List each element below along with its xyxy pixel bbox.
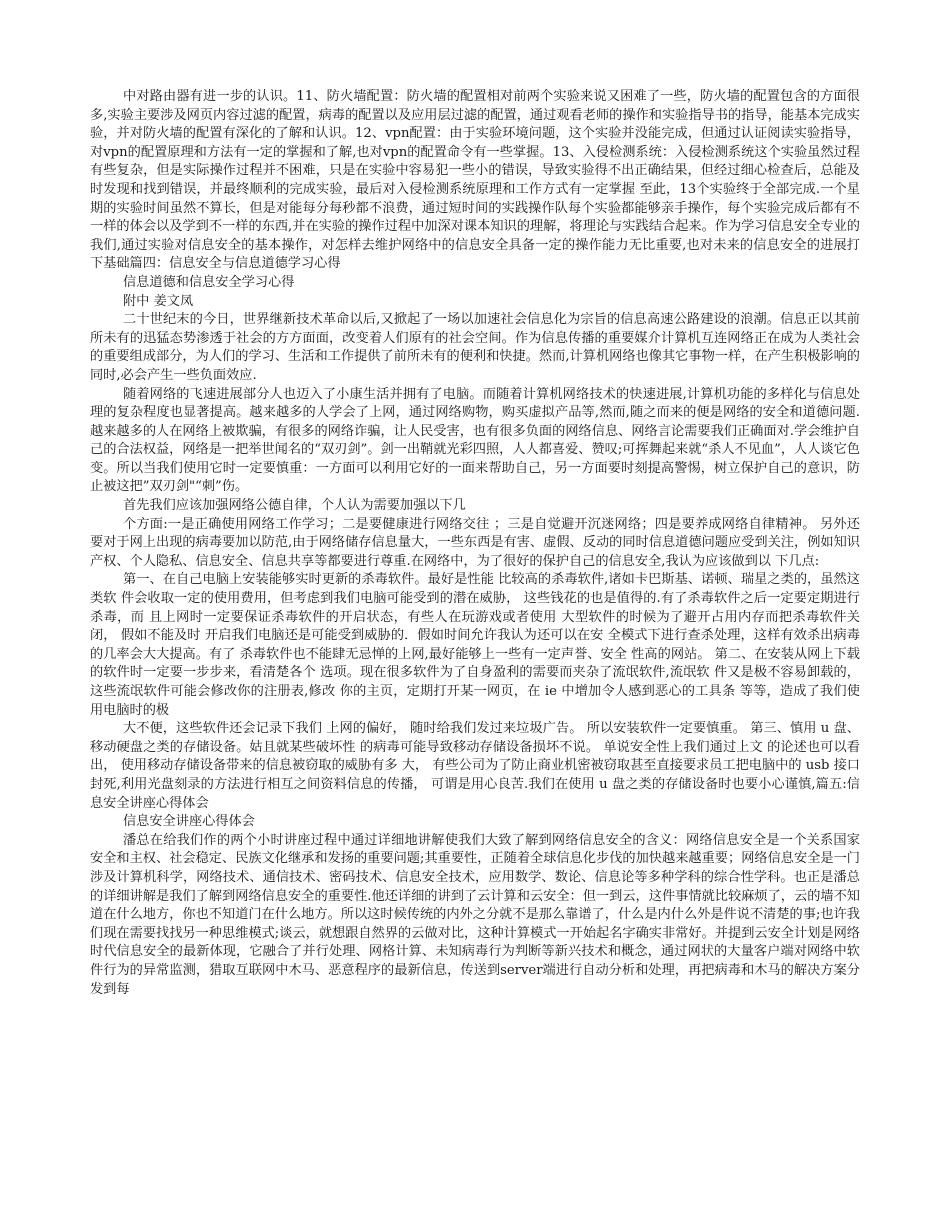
paragraph-self-discipline-lead: 首先我们应该加强网络公德自律，个人认为需要加强以下几 (123, 498, 466, 514)
section-title-lecture: 信息安全讲座心得体会 (123, 814, 255, 830)
paragraph-self-discipline: 个方面:一是正确使用网络工作学习；二是要健康进行网络交往 ；三是自觉避开沉迷网络；四是要养成网络自律精神。 另外还要对于网上出现的病毒要加以防范,由于网络储存信息量大，一些东西是有害、虚假、反动的同时信息道德问题应受到关注，例如知识产权、个人隐私、信息安全、信息共享等都要进行尊重.在网络中，为了很好的保护自己的信息安全,我认为应该做到以 下几点: (90, 516, 860, 569)
paragraph-lab-summary: 中对路由器有进一步的认识。11、防火墙配置：防火墙的配置相对前两个实验来说又困难了一些，防火墙的配置包含的方面很多,实验主要涉及网页内容过滤的配置，病毒的配置以及应用层过滤的配置，通过观看老师的操作和实验指导书的指导，能基本完成实验，并对防火墙的配置有深化的了解和认识。12、vpn配置：由于实验环境问题，这个实验并没能完成，但通过认证阅读实验指导，对vpn的配置原理和方法有一定的掌握和了解,也对vpn的配置命令有一些掌握。13、入侵检测系统：入侵检测系统这个实验虽然过程有些复杂，但是实际操作过程并不困难，只是在实验中容易犯一些小的错误，导致实验得不出正确结果，但经过细心检查后，总能及时发现和找到错误，并最终顺利的完成实验，最后对入侵检测系统原理和工作方式有一定掌握 至此，13个实验终于全部完成.一个星期的实验时间虽然不算长，但是对能每分每秒都不浪费，通过短时间的实践操作队每个实验都能够亲手操作，每个实验完成后都有不一样的体会以及学到不一样的东西,并在实验的操作过程中加深对课本知识的理解，将理论与实践结合起来。作为学习信息安全专业的我们,通过实验对信息安全的基本操作，对怎样去维护网络中的信息安全具备一定的操作能力无比重要,也对未来的信息安全的进展打下基础篇四：信息安全与信息道德学习心得 (90, 89, 860, 272)
paragraph-intro: 二十世纪末的今日，世界继新技术革命以后,又掀起了一场以加速社会信息化为宗旨的信息高速公路建设的浪潮。信息正以其前所未有的迅猛态势渗透于社会的方方面面，改变着人们原有的社会空间。作为信息传播的重要媒介计算机互连网络正在成为人类社会的重要组成部分，为人们的学习、生活和工作提供了前所未有的便利和快捷。然而,计算机网络也像其它事物一样，在产生积极影响的同时,必会产生一些负面效应. (90, 312, 860, 383)
paragraph-storage-devices: 大不便，这些软件还会记录下我们 上网的偏好， 随时给我们发过来垃圾广告。 所以安装软件一定要慎重。 第三、慎用 u 盘、移动硬盘之类的存储设备。姑且就某些破坏性 的病毒可能导致移动存储设备损坏不说。 单说安全性上我们通过上文 的论述也可以看出， 使用移动存储设备带来的信息被窃取的威胁有多 大， 有些公司为了防止商业机密被窃取甚至直接要求员工把电脑中的 usb 接口封死,利用光盘刻录的方法进行相互之间资料信息的传播， 可谓是用心良苦.我们在使用 u 盘之类的存储设备时也要小心谨慎,篇五:信息安全讲座心得体会 (90, 721, 860, 811)
paragraph-lecture: 潘总在给我们作的两个小时讲座过程中通过详细地讲解使我们大致了解到网络信息安全的含义：网络信息安全是一个关系国家安全和主权、社会稳定、民族文化继承和发扬的重要问题;其重要性，正随着全球信息化步伐的加快越来越重要；网络信息安全是一门涉及计算机科学，网络技术、通信技术、密码技术、信息安全技术，应用数学、数论、信息论等多种学科的综合性学科。也正是潘总的详细讲解是我们了解到网络信息安全的重要性.他还详细的讲到了云计算和云安全：但一到云，这件事情就比较麻烦了，云的墙不知道在什么地方，你也不知道门在什么地方。所以这时候传统的内外之分就不是那么靠谱了，什么是内什么外是件说不清楚的事;也许我们现在需要找找另一种思维模式;谈云，就想跟自然界的云做对比，这种计算模式一开始起名字确实非常好。并提到云安全计划是网络时代信息安全的最新体现，它融合了并行处理、网格计算、未知病毒行为判断等新兴技术和概念，通过网状的大量客户端对网络中软件行为的异常监测，猎取互联网中木马、恶意程序的最新信息，传送到server端进行自动分析和处理，再把病毒和木马的解决方案分发到每 (90, 832, 860, 997)
paragraph-antivirus: 第一、在自己电脑上安装能够实时更新的杀毒软件。最好是性能 比较高的杀毒软件,诸如卡巴斯基、诺顿、瑞星之类的，虽然这类软 件会收取一定的使用费用，但考虑到我们电脑可能受到的潜在威胁， 这些钱花的也是值得的.有了杀毒软件之后一定要定期进行杀毒，而 且上网时一定要保证杀毒软件的开启状态，有些人在玩游戏或者使用 大型软件的时候为了避开占用内存而把杀毒软件关闭， 假如不能及时 开启我们电脑还是可能受到威胁的．假如时间允许我认为还可以在安 全模式下进行查杀处理，这样有效杀出病毒的几率会大大提高。有了 杀毒软件也不能肆无忌惮的上网,最好能够上一些有一定声誉、安全 性高的网站。 第二、在安装从网上下载的软件时一定要一步步来，看清楚各个 选项。现在很多软件为了自身盈利的需要而夹杂了流氓软件,流氓软 件又是极不容易卸载的，这些流氓软件可能会修改你的注册表,修改 你的主页，定期打开某一网页，在 ie 中增加令人感到恶心的工具条 等等，造成了我们使用电脑时的极 (90, 572, 860, 718)
section-title-ethics: 信息道德和信息安全学习心得 (123, 274, 295, 290)
author-line: 附中 姜文凤 (123, 293, 194, 309)
paragraph-double-edged-sword: 随着网络的飞速进展部分人也迈入了小康生活并拥有了电脑。而随着计算机网络技术的快速进展,计算机功能的多样化与信息处理的复杂程度也显著提高。越来越多的人学会了上网，通过网络购物，购买虚拟产品等,然而,随之而来的便是网络的安全和道德问题.越来越多的人在网络上被欺骗，有很多的网络诈骗，让人民受害，也有很多负面的网络信息、网络言论需要我们正确面对.学会维护自己的合法权益，网络是一把举世闻名的“双刃剑”。剑一出鞘就光彩四照，人人都喜爱、赞叹;可挥舞起来就“杀人不见血”，人人谈它色变。所以当我们使用它时一定要慎重：一方面可以利用它好的一面来帮助自己，另一方面要时刻提高警惕，树立保护自己的意识，防止被这把”双刃剑"“刺”伤。 (90, 386, 860, 495)
